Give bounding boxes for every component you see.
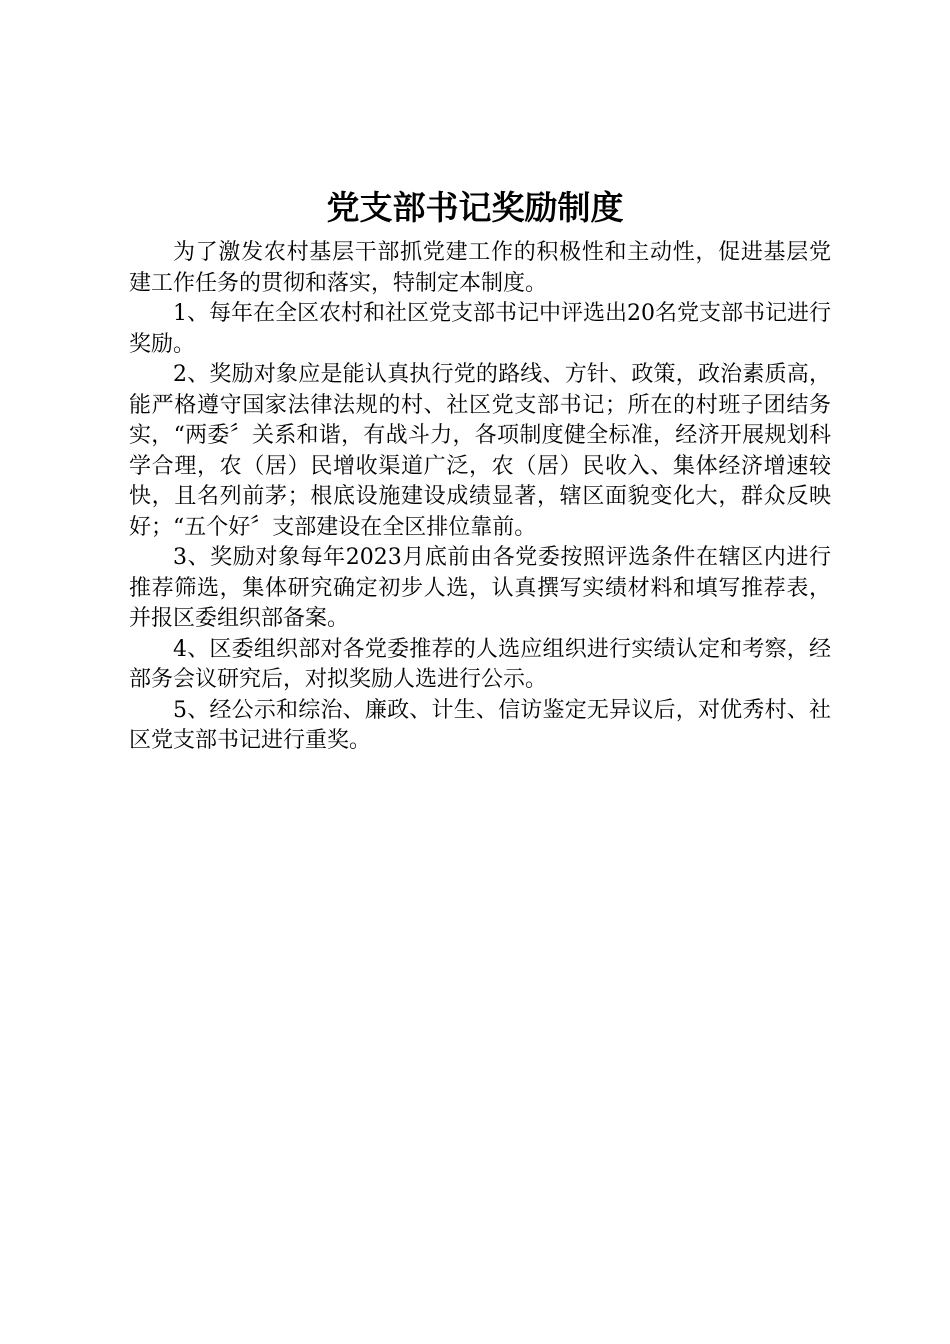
paragraph-item-4: 4、区委组织部对各党委推荐的人选应组织进行实绩认定和考察，经部务会议研究后，对拟奖励人选进行公示。 [129,636,831,692]
paragraph-item-1: 1、每年在全区农村和社区党支部书记中评选出20名党支部书记进行奖励。 [129,301,831,357]
document-body [129,238,831,757]
paragraph-item-3: 3、奖励对象每年2023月底前由各党委按照评选条件在辖区内进行推荐筛选，集体研究确定初步人选，认真撰写实绩材料和填写推荐表，并报区委组织部备案。 [129,545,831,631]
document-title: 党支部书记奖励制度 [326,188,624,227]
paragraph-intro: 为了激发农村基层干部抓党建工作的积极性和主动性，促进基层党建工作任务的贯彻和落实，特制定本制度。 [129,240,831,296]
paragraph-item-5: 5、经公示和综治、廉政、计生、信访鉴定无异议后，对优秀村、社区党支部书记进行重奖。 [129,697,831,753]
paragraph-item-2: 2、奖励对象应是能认真执行党的路线、方针、政策，政治素质高，能严格遵守国家法律法规的村、社区党支部书记；所在的村班子团结务实，“两委〞关系和谐，有战斗力，各项制度健全标准，经济开展规划科学合理，农（居）民增收渠道广泛，农（居）民收入、集体经济增速较快，且名列前茅；根底设施建设成绩显著，辖区面貌变化大，群众反映好；“五个好〞支部建设在全区排位靠前。 [129,362,831,540]
